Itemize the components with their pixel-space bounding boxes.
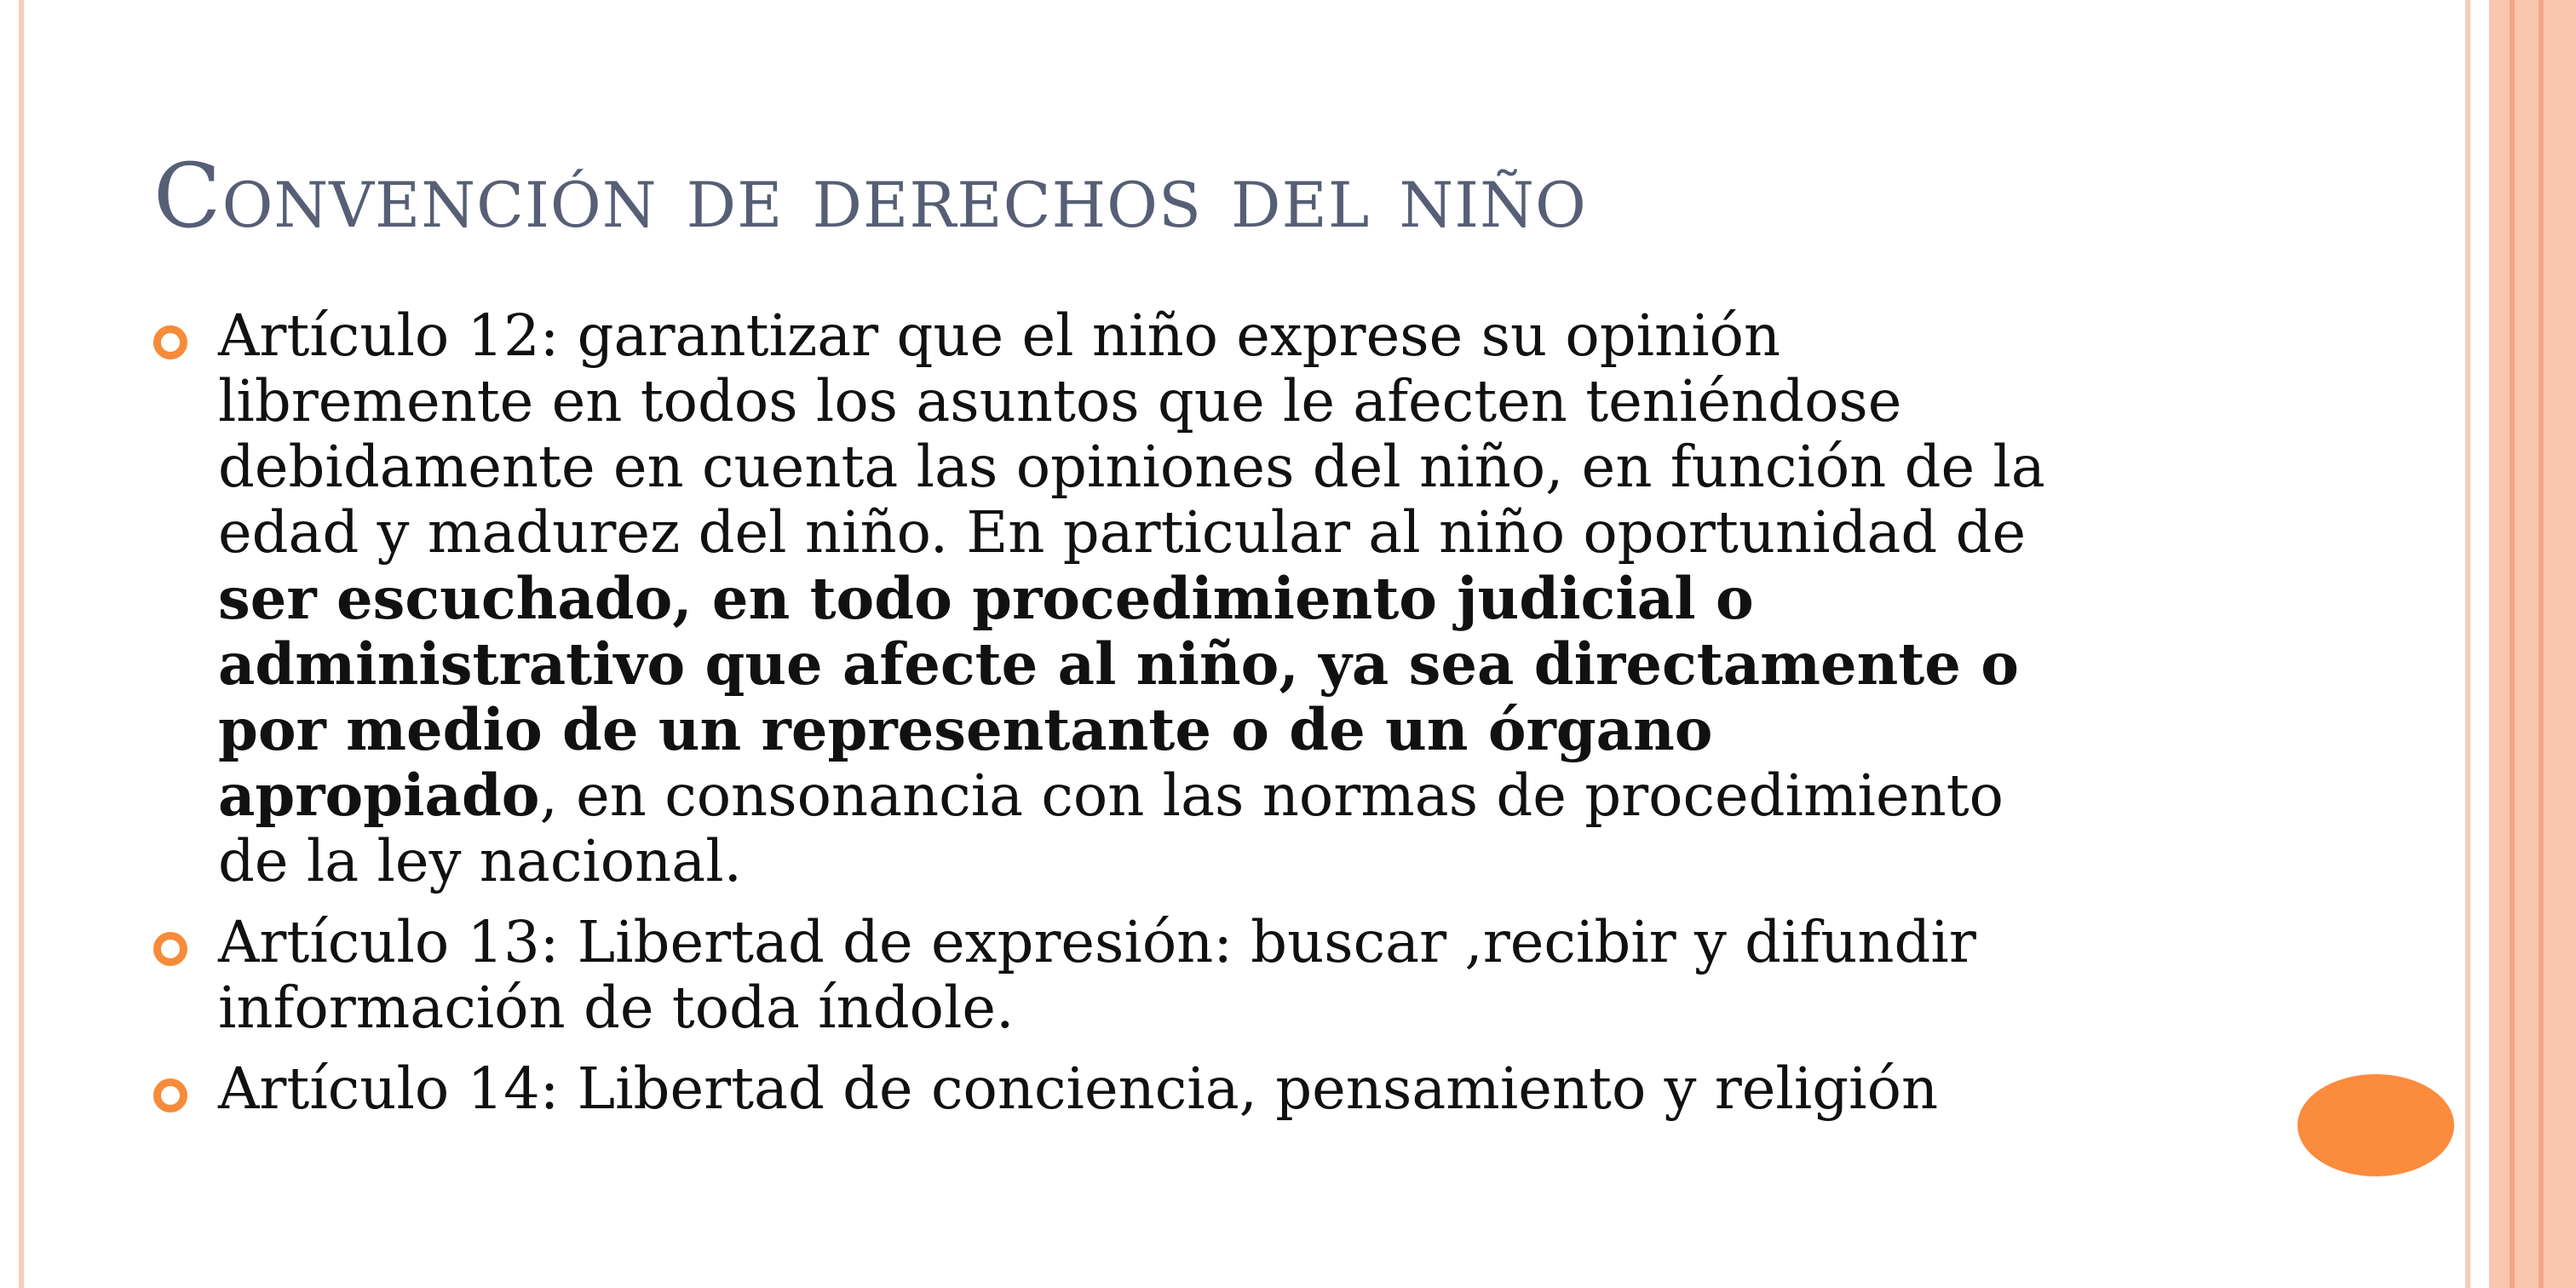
bullet-item-article-13 xyxy=(218,910,2245,1041)
left-border-line xyxy=(19,0,24,1288)
bold-text-span: apropiado xyxy=(218,762,540,829)
orange-ring-bullet-icon xyxy=(153,1078,187,1113)
bold-text-line: por medio de un representante o de un órgano xyxy=(218,696,1713,763)
text-line: Artículo 12: garantizar que el niño exprese su opinión xyxy=(218,302,1781,369)
text-span: , en consonancia con las normas de procedimiento xyxy=(539,762,2004,829)
bold-text-line: ser escuchado, en todo procedimiento judicial o xyxy=(218,565,1754,632)
decorative-orange-oval xyxy=(2297,1074,2454,1176)
text-line: Artículo 14: Libertad de conciencia, pensamiento y religión xyxy=(218,1055,1939,1122)
text-line: de la ley nacional. xyxy=(218,828,742,894)
orange-ring-bullet-icon xyxy=(153,932,187,966)
orange-ring-bullet-icon xyxy=(153,325,187,359)
bullet-item-article-12 xyxy=(218,303,2245,894)
bullet-list xyxy=(218,303,2245,1137)
bullet-item-article-14 xyxy=(218,1056,2245,1122)
slide-title: Convención de derechos del niño xyxy=(153,144,1587,248)
bold-text-line: administrativo que afecte al niño, ya sea directamente o xyxy=(218,630,2019,698)
right-border-band xyxy=(2489,0,2576,1288)
text-line xyxy=(218,762,2245,829)
right-border-stripe xyxy=(2539,0,2544,1288)
text-line: debidamente en cuenta las opiniones del niño, en función de la xyxy=(218,434,2045,500)
text-line: Artículo 13: Libertad de expresión: buscar ,recibir y difundir xyxy=(218,909,1976,975)
right-border-line xyxy=(2465,0,2470,1288)
text-line: edad y madurez del niño. En particular al niño oportunidad de xyxy=(218,499,2027,566)
text-line: información de toda índole. xyxy=(218,975,1015,1041)
text-line: libremente en todos los asuntos que le afecten teniéndose xyxy=(218,368,1902,434)
right-border-stripe xyxy=(2510,0,2515,1288)
